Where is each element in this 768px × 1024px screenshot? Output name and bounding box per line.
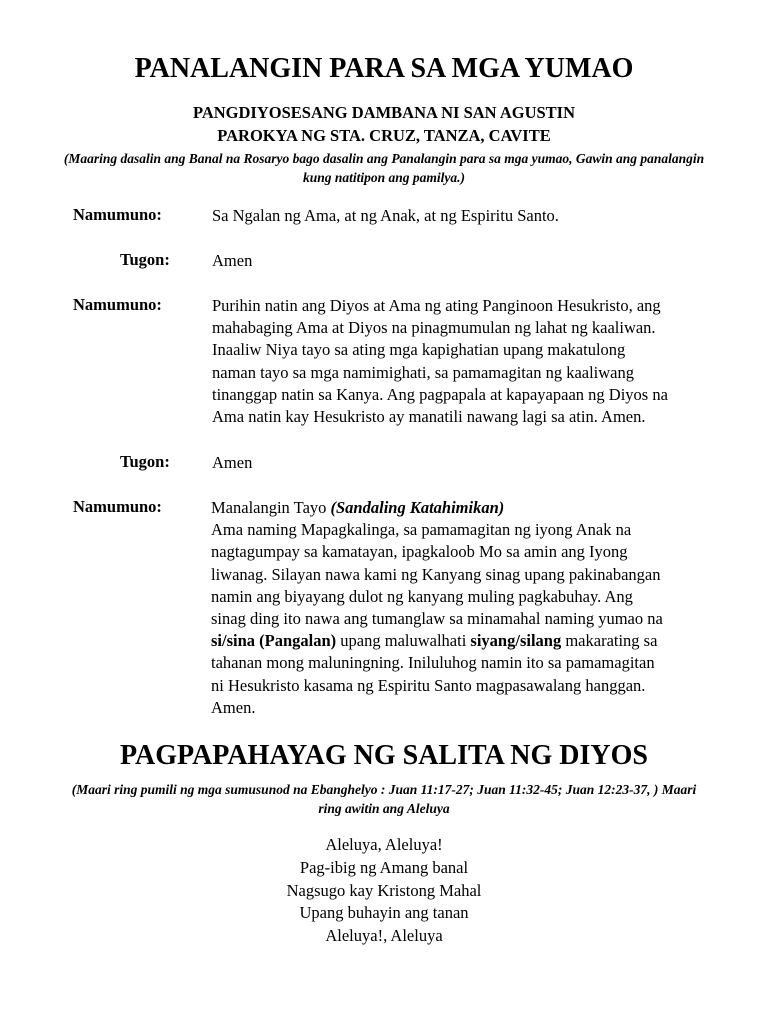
silence-note: (Sandaling Katahimikan): [330, 498, 505, 517]
prayer-fragment: makarating sa: [561, 631, 658, 651]
leader-label: Namumuno:: [73, 205, 162, 224]
pronoun-placeholder: siyang/silang: [470, 631, 562, 651]
instruction-note: (Maaring dasalin ang Banal na Rosaryo bago dasalin ang Panalangin para sa mga yumao, Gawin ang panalangin kung natitipon ang pamilya.): [63, 151, 705, 185]
section-heading: PAGPAPAHAYAG NG SALITA NG DIYOS: [120, 740, 648, 771]
subtitle-shrine: PANGDIYOSESANG DAMBANA NI SAN AGUSTIN: [193, 103, 575, 122]
song-line: Aleluya, Aleluya!: [325, 835, 443, 854]
song-line: Pag-ibig ng Amang banal: [299, 857, 469, 877]
prayer-line: sinag ding ito nawa ang tumanglaw sa minamahal naming yumao na: [211, 609, 663, 629]
song-line: Nagsugo kay Kristong Mahal: [286, 880, 482, 900]
prayer-line: namin ang biyayang dulot ng kanyang muling pagkabuhay. Ang: [211, 586, 633, 606]
prayer-line: tinanggap natin sa Kanya. Ang pagpapala at kapayapaan ng Diyos na: [212, 384, 668, 404]
prayer-line: [211, 630, 726, 652]
leader-prayer: [212, 295, 727, 428]
page-title: PANALANGIN PARA SA MGA YUMAO: [134, 53, 634, 84]
prayer-line: Ama naming Mapagkalinga, sa pamamagitan ng iyong Anak na: [211, 520, 632, 540]
response-label: Tugon:: [120, 250, 170, 269]
response-text: Amen: [212, 251, 253, 270]
leader-prayer: [211, 497, 726, 719]
prayer-line: mahabaging Ama at Diyos na pinagmumulan ng lahat ng kaaliwan.: [212, 318, 656, 338]
name-placeholder: si/sina (Pangalan): [211, 631, 337, 651]
prayer-line: ni Hesukristo kasama ng Espiritu Santo magpasawalang hanggan.: [211, 675, 646, 695]
prayer-line: Inaaliw Niya tayo sa ating mga kapighatian upang makatulong: [212, 340, 626, 360]
prayer-line: nagtagumpay sa kamatayan, ipagkaloob Mo sa amin ang Iyong: [211, 542, 628, 562]
prayer-line: tahanan mong maluningning. Iniluluhog namin ito sa pamamagitan: [211, 653, 655, 673]
leader-text: Sa Ngalan ng Ama, at ng Anak, at ng Espiritu Santo.: [212, 206, 559, 225]
prayer-intro-line: [211, 497, 726, 519]
let-us-pray: Manalangin Tayo: [211, 498, 331, 517]
leader-label: Namumuno:: [73, 497, 162, 516]
prayer-line: Ama natin kay Hesukristo ay manatili nawang lagi sa atin. Amen.: [212, 407, 646, 427]
response-text: Amen: [212, 453, 253, 472]
prayer-line: naman tayo sa mga namimighati, sa pamamagitan ng kaaliwang: [212, 362, 634, 382]
alleluia-verse: [0, 834, 768, 948]
prayer-line: Amen.: [211, 697, 256, 717]
gospel-instruction: (Maari ring pumili ng mga sumusunod na Ebanghelyo : Juan 11:17-27; Juan 11:32-45; Juan 12:23-37, ) Maari ring awitin ang Aleluya: [71, 782, 697, 816]
subtitle-parish: PAROKYA NG STA. CRUZ, TANZA, CAVITE: [217, 126, 551, 145]
leader-label: Namumuno:: [73, 295, 162, 314]
prayer-line: Purihin natin ang Diyos at Ama ng ating Panginoon Hesukristo, ang: [212, 296, 661, 315]
prayer-line: liwanag. Silayan nawa kami ng Kanyang sinag upang pakinabangan: [211, 564, 661, 584]
prayer-fragment: upang maluwalhati: [336, 631, 471, 651]
song-line: Upang buhayin ang tanan: [299, 903, 469, 923]
song-line: Aleluya!, Aleluya: [325, 926, 443, 946]
response-label: Tugon:: [120, 452, 170, 471]
